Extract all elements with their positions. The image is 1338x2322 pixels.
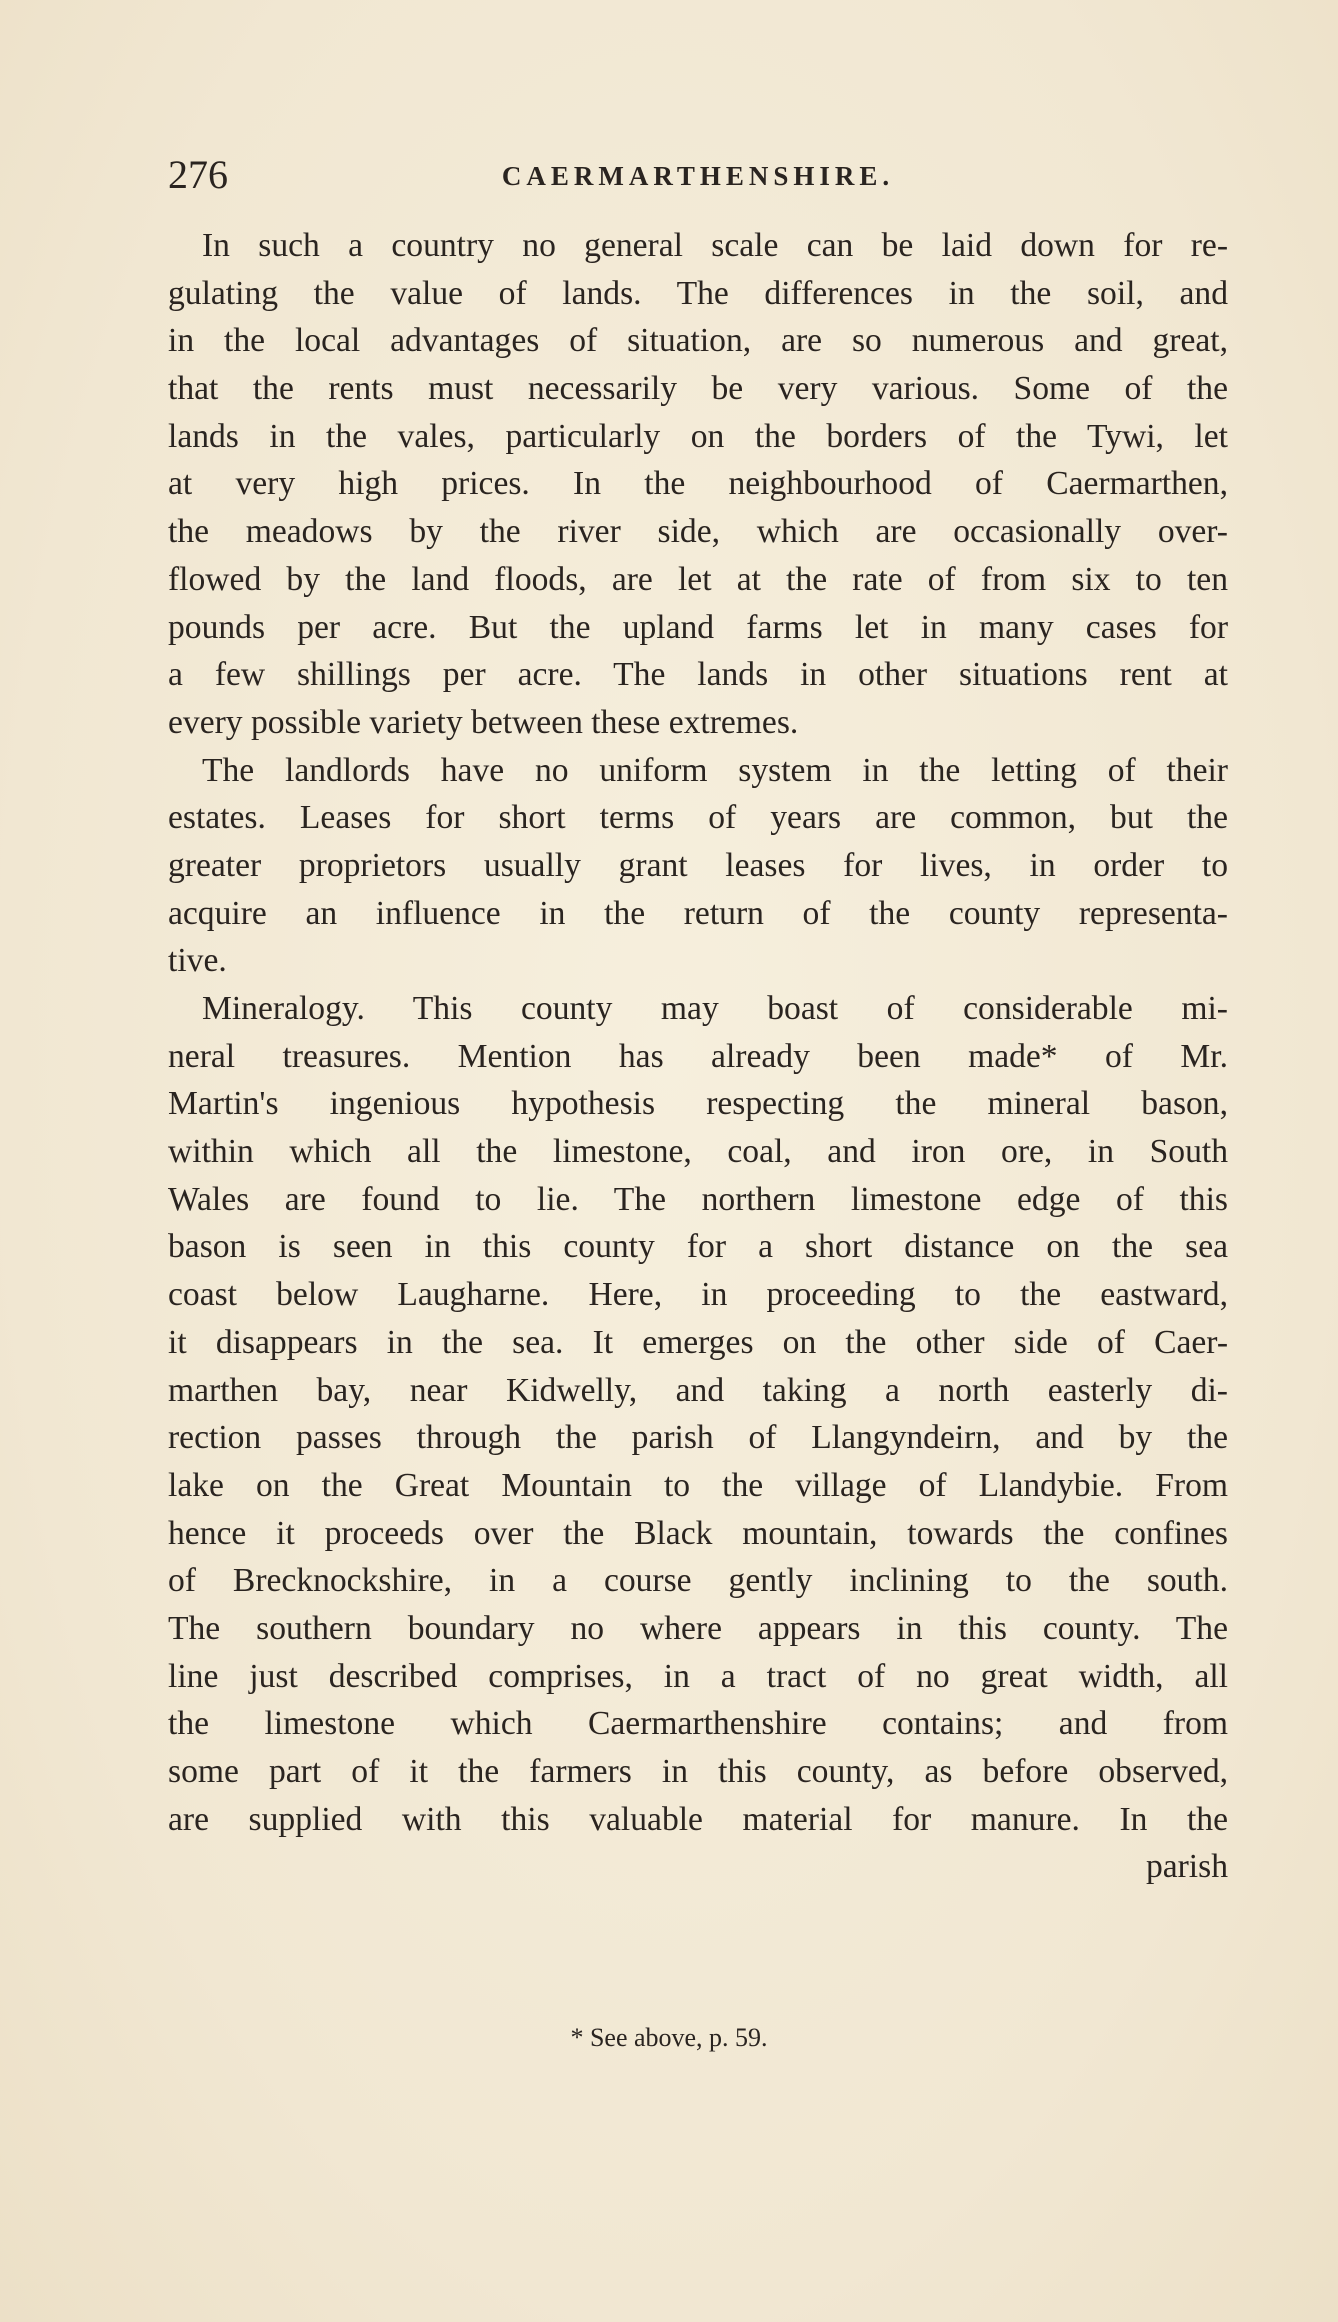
text-line: In such a country no general scale can be laid down for re- bbox=[202, 227, 1228, 264]
text-line: gulating the value of lands. The differences in the soil, and bbox=[168, 274, 1228, 312]
text-line: of Brecknockshire, in a course gently inclining to the south. bbox=[168, 1562, 1228, 1600]
page-header bbox=[168, 150, 1228, 200]
body-text bbox=[168, 222, 1228, 1891]
text-line: rection passes through the parish of Llangyndeirn, and by the bbox=[168, 1419, 1228, 1457]
text-line: in the local advantages of situation, are so numerous and great, bbox=[168, 322, 1228, 360]
text-line: hence it proceeds over the Black mountain, towards the confines bbox=[168, 1514, 1228, 1552]
catchword: parish bbox=[1145, 1848, 1228, 1886]
text-line: it disappears in the sea. It emerges on the other side of Caer- bbox=[168, 1323, 1228, 1361]
text-line: estates. Leases for short terms of years are common, but the bbox=[168, 799, 1228, 837]
text-line: at very high prices. In the neighbourhood of Caermarthen, bbox=[168, 465, 1228, 503]
text-line: lands in the vales, particularly on the borders of the Tywi, let bbox=[168, 417, 1228, 455]
text-line: greater proprietors usually grant leases for lives, in order to bbox=[168, 846, 1228, 884]
text-line: lake on the Great Mountain to the village of Llandybie. From bbox=[168, 1466, 1228, 1504]
running-title: CAERMARTHENSHIRE. bbox=[501, 161, 895, 191]
text-line: line just described comprises, in a tract of no great width, all bbox=[168, 1657, 1228, 1695]
text-line: pounds per acre. But the upland farms let in many cases for bbox=[168, 608, 1228, 646]
text-line: tive. bbox=[168, 942, 227, 980]
text-line: some part of it the farmers in this county, as before observed, bbox=[168, 1753, 1228, 1790]
text-line: within which all the limestone, coal, and iron ore, in South bbox=[168, 1133, 1228, 1171]
text-line: Mineralogy. This county may boast of considerable mi- bbox=[202, 990, 1228, 1027]
footnote: * See above, p. 59. bbox=[570, 2023, 768, 2052]
text-line: Wales are found to lie. The northern limestone edge of this bbox=[168, 1180, 1228, 1218]
text-line: marthen bay, near Kidwelly, and taking a north easterly di- bbox=[168, 1371, 1228, 1409]
text-line: neral treasures. Mention has already been made* of Mr. bbox=[168, 1037, 1228, 1075]
text-line: flowed by the land floods, are let at the rate of from six to ten bbox=[168, 560, 1228, 598]
text-line: a few shillings per acre. The lands in other situations rent at bbox=[168, 656, 1228, 694]
text-line: bason is seen in this county for a short distance on the sea bbox=[168, 1228, 1228, 1266]
text-line: The southern boundary no where appears in this county. The bbox=[168, 1609, 1228, 1647]
text-line: that the rents must necessarily be very various. Some of the bbox=[168, 370, 1228, 408]
text-line: acquire an influence in the return of the county representa- bbox=[168, 894, 1228, 932]
text-line: The landlords have no uniform system in the letting of their bbox=[202, 751, 1228, 789]
text-line: are supplied with this valuable material for manure. In the bbox=[168, 1800, 1228, 1838]
text-line: coast below Laugharne. Here, in proceeding to the eastward, bbox=[168, 1276, 1228, 1314]
page-number: 276 bbox=[168, 152, 228, 197]
text-line: Martin's ingenious hypothesis respecting the mineral bason, bbox=[168, 1085, 1228, 1123]
text-line: every possible variety between these extremes. bbox=[168, 703, 799, 741]
text-line: the meadows by the river side, which are occasionally over- bbox=[168, 513, 1228, 551]
text-line: the limestone which Caermarthenshire contains; and from bbox=[168, 1705, 1228, 1743]
